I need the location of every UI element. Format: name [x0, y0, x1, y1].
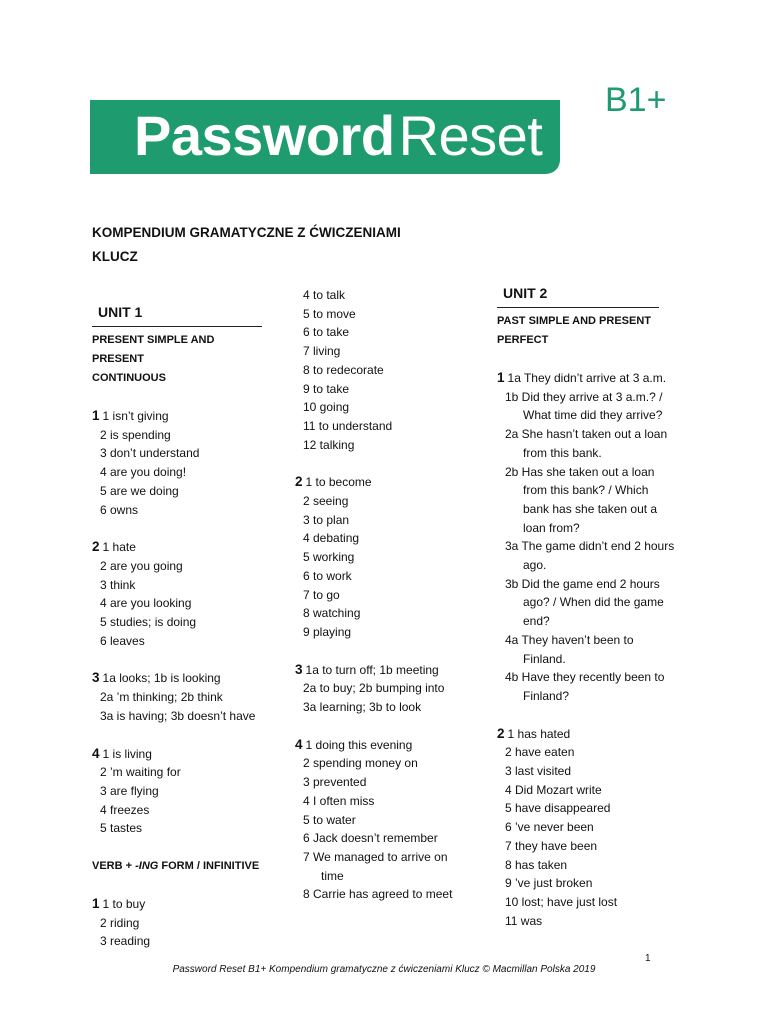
answer-line — [92, 613, 262, 632]
answer-text: loan from? — [523, 520, 580, 535]
answer-line — [92, 932, 262, 951]
answer-text: 1b Did they arrive at 3 a.m.? / — [505, 389, 663, 404]
answer-line — [92, 782, 262, 801]
answer-text: 7 We managed to arrive on — [303, 849, 448, 864]
answer-line — [295, 792, 470, 811]
exercise-1-verb-ing — [92, 895, 262, 951]
answer-text: 3 last visited — [505, 764, 572, 779]
answer-line: 7 living — [303, 344, 341, 359]
answer-text: 1 to buy — [102, 897, 146, 912]
answer-text: from this bank? / Which — [523, 483, 649, 498]
answer-line — [92, 426, 262, 445]
answer-text: 11 was — [505, 913, 543, 928]
exercise-1 — [92, 407, 262, 519]
answer-line — [497, 856, 672, 875]
answer-text: 4b Have they recently been to — [505, 670, 665, 685]
answer-line — [295, 529, 470, 548]
answer-line — [497, 519, 672, 538]
answer-line — [295, 698, 470, 717]
answer-text: 3 don’t understand — [100, 446, 200, 461]
answer-line — [497, 743, 672, 762]
answer-line — [295, 586, 470, 605]
answer-line — [497, 668, 672, 687]
answer-line: 6 to take — [303, 325, 350, 340]
answer-text: 3a learning; 3b to look — [303, 700, 422, 715]
answer-line — [295, 829, 470, 848]
answer-line — [497, 481, 672, 500]
answer-text: 3 think — [100, 577, 136, 592]
brand-title-light: Reset — [398, 104, 543, 167]
answer-text: 1a They didn’t arrive at 3 a.m. — [507, 371, 667, 385]
exercise-number: 1 — [92, 896, 100, 912]
answer-text: 2 ’m waiting for — [100, 765, 181, 780]
answer-line — [497, 799, 672, 818]
answer-text: 3 prevented — [303, 775, 367, 790]
section-heading-line: PERFECT — [497, 334, 549, 346]
answer-line — [295, 736, 470, 755]
answer-text: 4 are you looking — [100, 596, 192, 611]
section-heading-line: PAST SIMPLE AND PRESENT — [497, 315, 652, 327]
answer-text: 6 Jack doesn’t remember — [303, 831, 438, 846]
answer-text: 3 reading — [100, 934, 151, 949]
column-2 — [295, 286, 470, 904]
column-3 — [497, 283, 675, 930]
answer-text: 8 Carrie has agreed to meet — [303, 887, 453, 902]
section-heading-line: CONTINUOUS — [92, 372, 166, 384]
answer-line — [295, 754, 470, 773]
exercise-1-unit-2 — [497, 369, 675, 706]
answer-line — [497, 631, 672, 650]
answer-text: 3b Did the game end 2 hours — [505, 576, 660, 591]
answer-text: 2a She hasn’t taken out a loan — [505, 427, 668, 442]
section-heading-part: FORM / INFINITIVE — [158, 860, 260, 873]
level-label: B1+ — [605, 81, 667, 119]
exercise-3 — [92, 669, 262, 725]
answer-line — [295, 848, 470, 867]
answer-line — [497, 388, 672, 407]
answer-text: 3a is having; 3b doesn’t have — [100, 708, 256, 723]
exercise-4 — [92, 745, 262, 839]
answer-line — [295, 661, 470, 680]
exercise-2-verb-ing — [295, 473, 470, 641]
answer-text: 8 watching — [303, 606, 361, 621]
exercise-number: 4 — [92, 745, 100, 761]
unit-2-heading: UNIT 2 — [503, 285, 548, 301]
answer-line — [92, 444, 262, 463]
answer-text: 1 is living — [102, 746, 152, 761]
answer-text: 8 has taken — [505, 857, 568, 872]
exercise-number: 2 — [92, 539, 100, 555]
answer-line — [92, 801, 262, 820]
answer-text: 7 they have been — [505, 838, 598, 853]
answer-text: 6 to work — [303, 568, 352, 583]
exercise-2 — [92, 538, 262, 650]
answer-line — [295, 623, 470, 642]
answer-line: 11 to understand — [303, 418, 393, 433]
document-title-line1: KOMPENDIUM GRAMATYCZNE Z ĆWICZENIAMI — [92, 225, 401, 240]
answer-text: 1 has hated — [507, 726, 571, 741]
exercise-4-verb-ing — [295, 736, 470, 904]
answer-text: 2 seeing — [303, 494, 349, 509]
answer-line — [497, 650, 672, 669]
answer-line — [497, 575, 672, 594]
answer-text: ago? / When did the game — [523, 595, 664, 610]
answer-text: 2b Has she taken out a loan — [505, 464, 655, 479]
answer-text: 2 is spending — [100, 427, 171, 442]
answer-line — [497, 369, 672, 388]
answer-text: 10 lost; have just lost — [505, 894, 618, 909]
answer-line — [497, 406, 672, 425]
answer-line — [92, 819, 262, 838]
answer-line — [92, 538, 262, 557]
answer-text: 1a to turn off; 1b meeting — [305, 662, 439, 677]
answer-line — [295, 867, 470, 886]
unit-1-heading: UNIT 1 — [98, 304, 143, 320]
answer-line: 8 to redecorate — [303, 362, 384, 377]
unit-1-divider — [92, 326, 262, 327]
answer-line — [497, 893, 672, 912]
answer-text: 2 spending money on — [303, 756, 418, 771]
answer-line — [295, 773, 470, 792]
answer-text: 6 leaves — [100, 633, 145, 648]
answer-line — [92, 632, 262, 651]
answer-text: bank has she taken out a — [523, 501, 658, 516]
answer-line — [92, 594, 262, 613]
answer-line — [497, 725, 672, 744]
answer-text: 2 have eaten — [505, 745, 575, 760]
answer-text: ago. — [523, 558, 547, 573]
answer-text: 5 studies; is doing — [100, 615, 197, 630]
answer-line — [497, 537, 675, 556]
answer-line: 12 talking — [303, 437, 355, 452]
answer-text: from this bank. — [523, 445, 602, 460]
page-number: 1 — [645, 953, 651, 964]
answer-text: 5 have disappeared — [505, 801, 611, 816]
answer-line — [92, 707, 262, 726]
answer-text: Finland. — [523, 651, 566, 666]
answer-line — [497, 837, 672, 856]
section-heading-line: PRESENT SIMPLE AND PRESENT — [92, 334, 215, 365]
answer-text: 6 ’ve never been — [505, 820, 594, 835]
answer-line — [497, 818, 672, 837]
answer-line: 9 to take — [303, 381, 350, 396]
column-1 — [92, 302, 262, 951]
answer-line — [497, 687, 672, 706]
exercise-3-verb-ing — [295, 661, 470, 717]
answer-text: 5 working — [303, 550, 355, 565]
answer-line — [92, 463, 262, 482]
section-heading-italic: -ING — [135, 860, 159, 873]
answer-line — [92, 688, 262, 707]
answer-text: 5 to water — [303, 812, 356, 827]
answer-line — [92, 895, 262, 914]
answer-text: 1 to become — [305, 475, 372, 490]
answer-text: 1a looks; 1b is looking — [102, 671, 221, 686]
exercise-number: 2 — [497, 725, 505, 741]
answer-text: 1 doing this evening — [305, 737, 413, 752]
answer-line — [497, 425, 672, 444]
answer-line — [295, 679, 470, 698]
answer-line — [497, 500, 672, 519]
answer-text: 5 are we doing — [100, 483, 179, 498]
answer-text: 6 owns — [100, 502, 139, 517]
answer-text: 4 I often miss — [303, 793, 375, 808]
answer-text: 2 are you going — [100, 558, 183, 573]
answer-text: time — [321, 868, 344, 883]
answer-text: 7 to go — [303, 587, 340, 602]
answer-text: 4 freezes — [100, 802, 150, 817]
answer-text: 1 isn’t giving — [102, 409, 169, 423]
section-heading-verb-ing — [92, 857, 262, 876]
answer-line — [295, 511, 470, 530]
exercise-number: 1 — [92, 408, 100, 423]
answer-line — [497, 463, 672, 482]
section-heading-part: VERB + — [92, 860, 136, 873]
answer-text: 3 are flying — [100, 783, 159, 798]
answer-text: Finland? — [523, 688, 570, 703]
answer-line — [92, 745, 262, 764]
answer-line — [92, 763, 262, 782]
answer-line — [295, 885, 470, 904]
answer-text: 4a They haven’t been to — [505, 632, 634, 647]
exercise-number: 2 — [295, 474, 303, 490]
answer-line — [497, 593, 672, 612]
answer-line — [497, 912, 672, 931]
answer-line — [295, 567, 470, 586]
answer-line — [295, 548, 470, 567]
answer-line — [295, 604, 470, 623]
exercise-number: 3 — [295, 661, 303, 677]
answer-text: 4 are you doing! — [100, 465, 187, 480]
exercise-1-continued — [295, 286, 470, 454]
answer-line — [92, 576, 262, 595]
section-heading — [497, 312, 672, 350]
answer-text: 9 ’ve just broken — [505, 876, 593, 891]
answer-line: 4 to talk — [303, 288, 346, 302]
answer-text: 4 debating — [303, 531, 360, 546]
answer-line — [92, 669, 262, 688]
answer-text: 1 hate — [102, 540, 136, 555]
answer-line: 5 to move — [303, 306, 356, 321]
answer-line — [295, 473, 470, 492]
exercise-number: 4 — [295, 736, 303, 752]
answer-line: 10 going — [303, 400, 350, 415]
answer-line — [497, 874, 672, 893]
answer-line — [295, 492, 470, 511]
brand-title — [134, 105, 542, 167]
answer-text: What time did they arrive? — [523, 408, 663, 423]
answer-text: 9 playing — [303, 624, 352, 639]
answer-line — [92, 914, 262, 933]
answer-line — [497, 762, 672, 781]
answer-text: 2a ’m thinking; 2b think — [100, 690, 223, 705]
answer-text: 4 Did Mozart write — [505, 782, 602, 797]
answer-line — [497, 612, 672, 631]
document-title — [92, 221, 401, 269]
answer-line — [92, 501, 262, 520]
answer-line — [497, 556, 672, 575]
unit-2-divider — [497, 307, 659, 308]
answer-text: 3 to plan — [303, 512, 350, 527]
exercise-number: 1 — [497, 370, 505, 385]
answer-line — [497, 781, 672, 800]
exercise-2-unit-2 — [497, 725, 672, 931]
answer-line — [92, 557, 262, 576]
answer-text: 2a to buy; 2b bumping into — [303, 681, 445, 696]
answer-text: 3a The game didn’t end 2 hours — [505, 539, 675, 554]
answer-text: 5 tastes — [100, 821, 143, 836]
answer-line — [92, 482, 262, 501]
answer-line — [92, 407, 262, 426]
exercise-number: 3 — [92, 670, 100, 686]
answer-line — [295, 811, 470, 830]
answer-text: 2 riding — [100, 915, 140, 930]
answer-line — [497, 444, 672, 463]
section-heading — [92, 331, 262, 388]
brand-title-bold: Password — [134, 104, 395, 167]
document-title-line2: KLUCZ — [92, 249, 138, 264]
answer-text: end? — [523, 614, 550, 629]
brand-banner — [90, 100, 560, 174]
footer-copyright: Password Reset B1+ Kompendium gramatyczne z ćwiczeniami Klucz © Macmillan Polska 2019 — [172, 964, 596, 975]
